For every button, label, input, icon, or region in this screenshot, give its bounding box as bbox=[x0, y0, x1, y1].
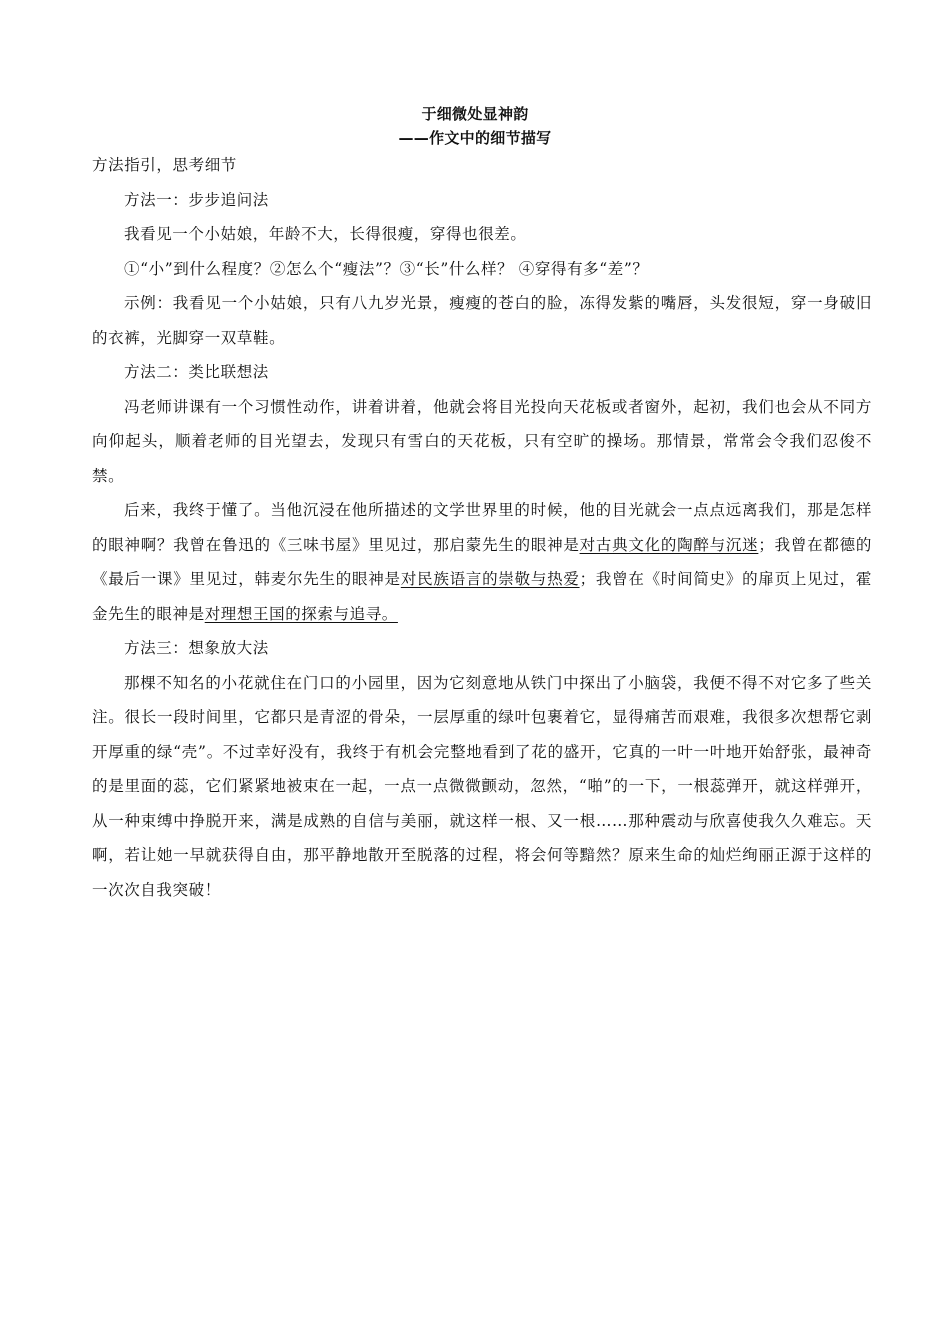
method1-example: 示例：我看见一个小姑娘，只有八九岁光景，瘦瘦的苍白的脸，冻得发紫的嘴唇，头发很短，穿一身破旧的衣裤，光脚穿一双草鞋。 bbox=[92, 294, 872, 347]
method1-questions: ①“小”到什么程度？②怎么个“瘦法”？③“长”什么样？ ④穿得有多“差”？ bbox=[124, 259, 649, 278]
method3-heading: 方法三：想象放大法 bbox=[124, 639, 269, 657]
para2-text-c: ；我曾在《时间简史》的扉页上见过，霍金先生的眼神是 bbox=[92, 570, 872, 623]
method2-heading: 方法二：类比联想法 bbox=[124, 363, 269, 381]
method1-sentence: 我看见一个小姑娘，年龄不大，长得很瘦，穿得也很差。 bbox=[124, 225, 527, 243]
method2-paragraph-1: 冯老师讲课有一个习惯性动作，讲着讲着，他就会将目光投向天花板或者窗外，起初，我们也会从不同方向仰起头，顺着老师的目光望去，发现只有雪白的天花板，只有空旷的操场。那情景，常常会令我们忍俊不禁。 bbox=[92, 397, 872, 485]
underlined-phrase-1: 对古典文化的陶醉与沉迷 bbox=[579, 535, 759, 554]
method1-heading: 方法一：步步追问法 bbox=[124, 190, 269, 209]
method3-paragraph: 那棵不知名的小花就住在门口的小园里，因为它刻意地从铁门中探出了小脑袋，我便不得不对它多了些关注。很长一段时间里，它都只是青涩的骨朵，一层厚重的绿叶包裹着它，显得痛苦而艰难，我很多次想帮它剥开厚重的绿“壳”。不过幸好没有，我终于有机会完整地看到了花的盛开，它真的一叶一叶地开始舒张，最神奇的是里面的蕊，它们紧紧地被束在一起，一点一点微微颤动，忽然，“啪”的一下，一根蕊弹开，就这样弹开，从一种束缚中挣脱开来，满是成熟的自信与美丽，就这样一根、又一根……那种震动与欣喜使我久久难忘。天啊，若让她一早就获得自由，那平静地散开至脱落的过程，将会何等黯然？原来生命的灿烂绚丽正源于这样的一次次自我突破！ bbox=[92, 673, 872, 899]
document-title: 于细微处显神韵 bbox=[421, 105, 529, 123]
para2-text-a: 后来，我终于懂了。当他沉浸在他所描述的文学世界里的时候，他的目光就会一点点远离我们，那是怎样的眼神啊？我曾在鲁迅的《三味书屋》里见过，那启蒙先生的眼神是 bbox=[92, 501, 872, 554]
method2-paragraph-2 bbox=[92, 493, 872, 631]
document-subtitle: ——作文中的细节描写 bbox=[398, 129, 552, 147]
underlined-phrase-3: 对理想王国的探索与追寻。 bbox=[204, 604, 398, 623]
document-body bbox=[92, 148, 872, 907]
section-heading: 方法指引，思考细节 bbox=[92, 156, 237, 174]
para2-text-b: ；我曾在都德的《最后一课》里见过，韩麦尔先生的眼神是 bbox=[92, 535, 872, 588]
underlined-phrase-2: 对民族语言的崇敬与热爱 bbox=[400, 570, 580, 588]
